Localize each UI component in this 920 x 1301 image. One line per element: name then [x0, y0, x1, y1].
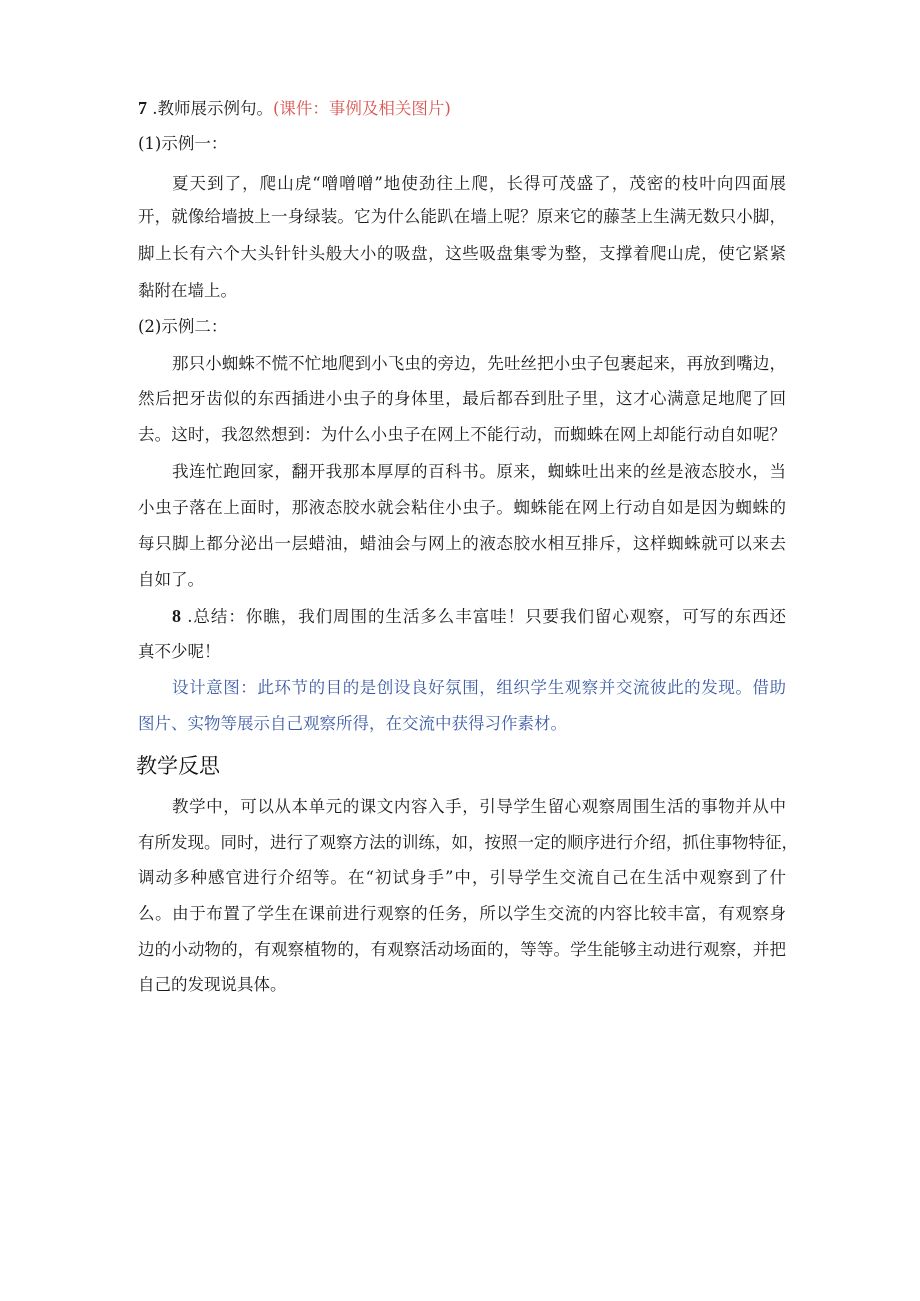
- reflection-heading: 教学反思: [136, 754, 220, 778]
- example1-label: (1)示例一：: [138, 134, 228, 153]
- reflection-line: 教学中，可以从本单元的课文内容入手，引导学生留心观察周围生活的事物并从中: [172, 797, 786, 816]
- example2-line: 然后把牙齿似的东西插进小虫子的身体里，最后都吞到肚子里，这才心满意足地爬了回: [138, 389, 786, 408]
- example2-line: 我连忙跑回家，翻开我那本厚厚的百科书。原来，蜘蛛吐出来的丝是液态胶水，当: [172, 462, 786, 481]
- reflection-line: 边的小动物的，有观察植物的，有观察活动场面的，等等。学生能够主动进行观察，并把: [138, 940, 786, 959]
- example2-line: 每只脚上都分泌出一层蜡油，蜡油会与网上的液态胶水相互排斥，这样蜘蛛就可以来去: [138, 534, 786, 553]
- step8-line: 真不少呢！: [138, 642, 221, 661]
- step7-number: 7: [138, 98, 147, 118]
- step7-text: .教师展示例句。: [147, 99, 273, 118]
- example2-line: 自如了。: [138, 570, 204, 589]
- example1-line: 开，就像给墙披上一身绿装。它为什么能趴在墙上呢？原来它的藤茎上生满无数只小脚，: [138, 207, 786, 226]
- example2-line: 小虫子落在上面时，那液态胶水就会粘住小虫子。蜘蛛能在网上行动自如是因为蜘蛛的: [138, 498, 786, 517]
- design-intent-line: 设计意图：此环节的目的是创设良好氛围，组织学生观察并交流彼此的发现。借助: [172, 678, 786, 697]
- example1-line: 夏天到了，爬山虎“噌噌噌”地使劲往上爬，长得可茂盛了，茂密的枝叶向四面展: [172, 174, 786, 193]
- step7-courseware-note: (课件：事例及相关图片): [273, 99, 451, 118]
- step8-line: [172, 605, 786, 628]
- step8-text: .总结：你瞧，我们周围的生活多么丰富哇！只要我们留心观察，可写的东西还: [181, 607, 786, 626]
- reflection-line: 有所发现。同时，进行了观察方法的训练，如，按照一定的顺序进行介绍，抓住事物特征，: [138, 833, 798, 852]
- design-intent-line: 图片、实物等展示自己观察所得，在交流中获得习作素材。: [138, 714, 567, 733]
- step8-number: 8: [172, 606, 181, 626]
- example2-line: 去。这时，我忽然想到：为什么小虫子在网上不能行动，而蜘蛛在网上却能行动自如呢？: [138, 425, 786, 444]
- example1-line: 黏附在墙上。: [138, 281, 237, 300]
- example2-line: 那只小蜘蛛不慌不忙地爬到小飞虫的旁边，先吐丝把小虫子包裹起来，再放到嘴边，: [172, 354, 786, 373]
- example2-label: (2)示例二：: [138, 317, 228, 336]
- example1-line: 脚上长有六个大头针针头般大小的吸盘，这些吸盘集零为整，支撑着爬山虎，使它紧紧: [138, 244, 786, 263]
- step7-line: [138, 97, 786, 120]
- reflection-line: 自己的发现说具体。: [138, 975, 287, 994]
- reflection-line: 么。由于布置了学生在课前进行观察的任务，所以学生交流的内容比较丰富，有观察身: [138, 904, 786, 923]
- reflection-line: 调动多种感官进行介绍等。在“初试身手”中，引导学生交流自己在生活中观察到了什: [138, 868, 786, 887]
